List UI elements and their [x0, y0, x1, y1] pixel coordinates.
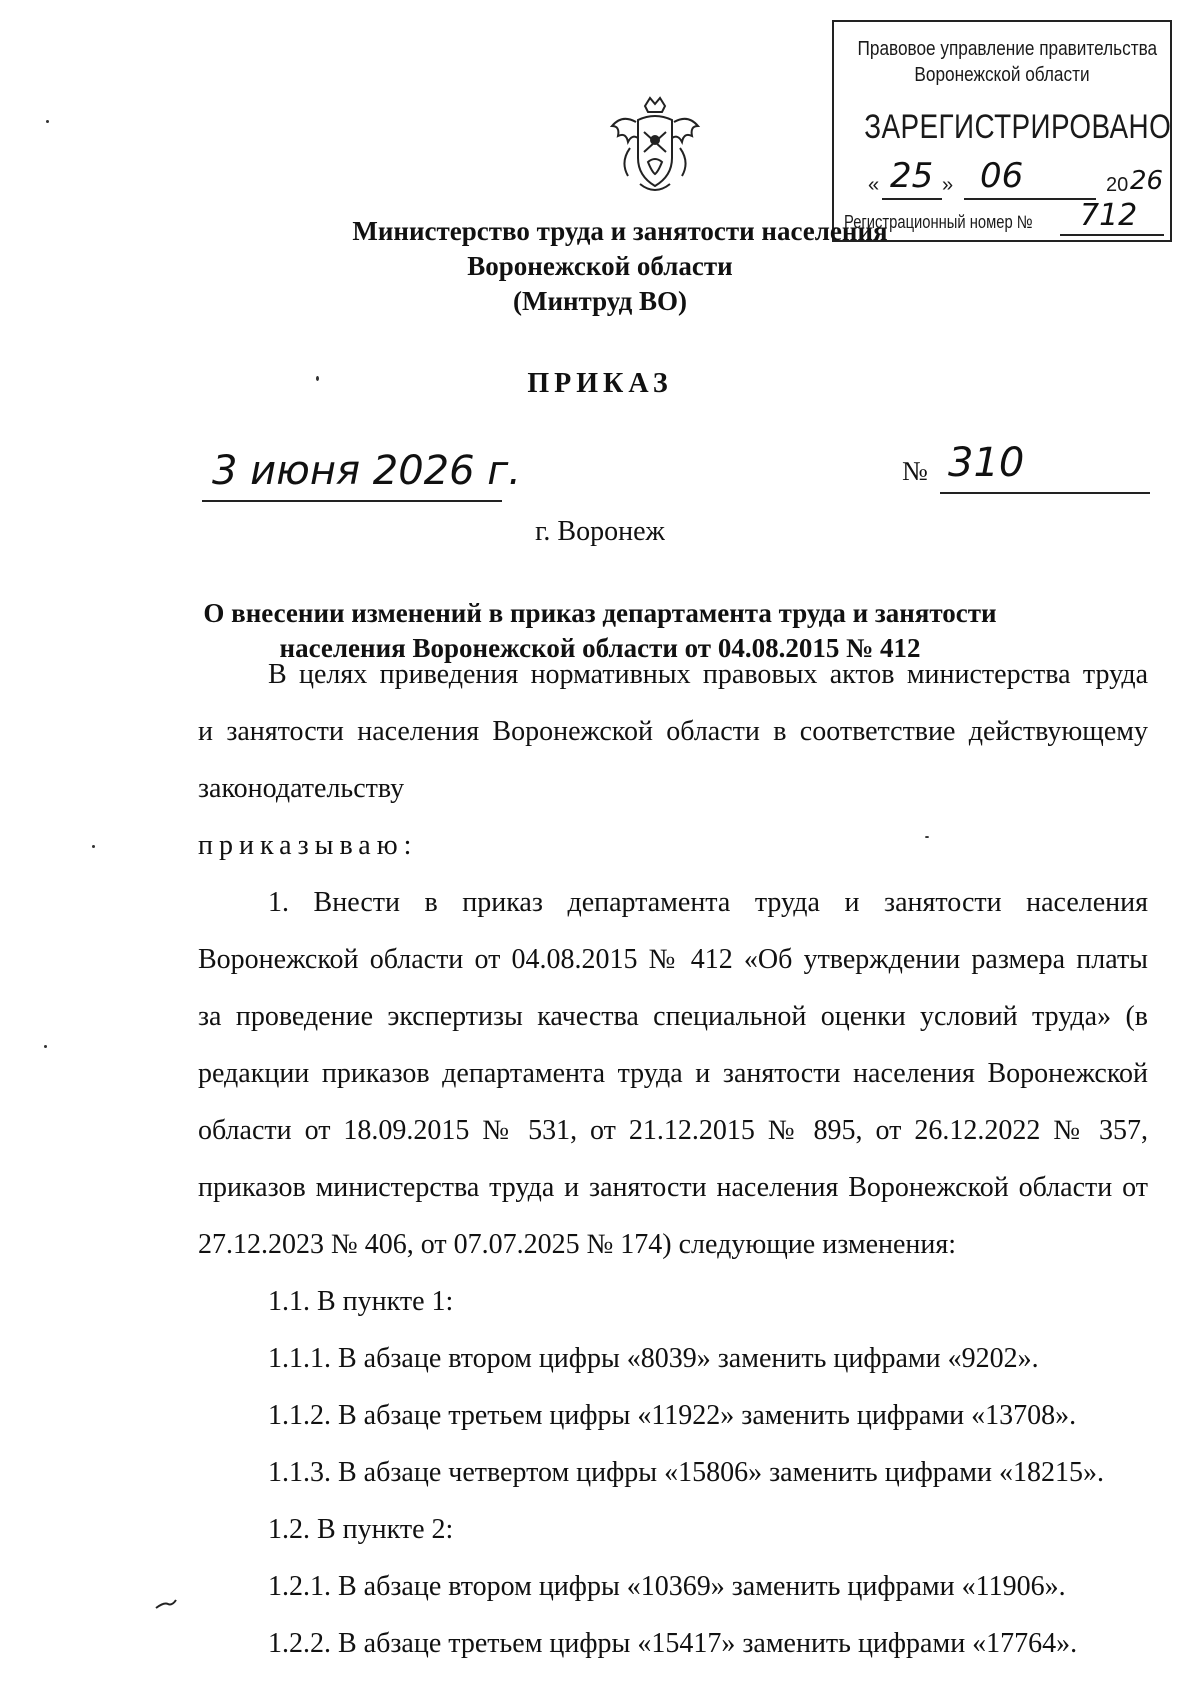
ministry-line1: Министерство труда и занятости населения [352, 216, 888, 246]
order-number-underline [940, 492, 1150, 494]
title-line1: О внесении изменений в приказ департамента труда и занятости [203, 598, 997, 628]
stamp-reg-number: 712 [1080, 198, 1138, 233]
item1-line2: Воронежской области от 04.08.2015 № 412 «Об утверждении размера платы [198, 944, 1148, 975]
stamp-date-row [868, 156, 1164, 202]
item1-line6: приказов министерства труда и занятости населения Воронежской области от [198, 1172, 1148, 1203]
stamp-month: 06 [980, 156, 1024, 196]
stamp-month-underline [964, 198, 1096, 200]
stamp-org-line1: Правовое управление правительства [857, 38, 1158, 60]
scan-speck [46, 120, 49, 123]
stamp-org-line2: Воронежской области [914, 64, 1090, 86]
stamp-year-suffix: 26 [1130, 166, 1164, 196]
stamp-year-prefix: 20 [1106, 174, 1129, 196]
intro-line1: В целях приведения нормативных правовых актов министерства труда [268, 659, 1148, 690]
ministry-short-name: (Минтруд ВО) [512, 286, 688, 316]
item1-line4: редакции приказов департамента труда и занятости населения Воронежской [198, 1058, 1148, 1089]
order-date-handwritten: 3 июня 2026 г. [212, 448, 522, 494]
intro-line2: и занятости населения Воронежской области в соответствие действующему [198, 716, 1148, 747]
stamp-quote-open: « [868, 174, 880, 196]
subitem-1-1-1: 1.1.1. В абзаце втором цифры «8039» заменить цифрами «9202». [268, 1343, 1039, 1374]
stamp-quote-close: » [942, 174, 954, 196]
scan-speck [44, 1045, 47, 1048]
ministry-line2: Воронежской области [467, 251, 733, 281]
document-body [198, 646, 1148, 1672]
order-word: приказываю: [198, 830, 418, 861]
item1-line5: области от 18.09.2015 № 531, от 21.12.2015 № 895, от 26.12.2022 № 357, [198, 1115, 1148, 1146]
stamp-reg-label: Регистрационный номер № [844, 212, 1033, 232]
registration-stamp [832, 20, 1172, 242]
margin-pen-mark [154, 1596, 180, 1612]
order-number-handwritten: 310 [948, 440, 1025, 486]
stamp-day-underline [882, 198, 942, 200]
subitem-1-1: 1.1. В пункте 1: [268, 1286, 454, 1317]
subitem-1-1-3: 1.1.3. В абзаце четвертом цифры «15806» заменить цифрами «18215». [268, 1457, 1104, 1488]
scan-speck [316, 376, 319, 381]
city: г. Воронеж [535, 516, 665, 547]
stamp-status: ЗАРЕГИСТРИРОВАНО [864, 108, 1172, 146]
item1-line1: 1. Внести в приказ департамента труда и занятости населения [268, 887, 1148, 918]
subitem-1-2: 1.2. В пункте 2: [268, 1514, 454, 1545]
subitem-1-2-1: 1.2.1. В абзаце втором цифры «10369» заменить цифрами «11906». [268, 1571, 1066, 1602]
subitem-1-1-2: 1.1.2. В абзаце третьем цифры «11922» заменить цифрами «13708». [268, 1400, 1077, 1431]
scan-speck [92, 845, 95, 848]
title-line2: населения Воронежской области от 04.08.2015 № 412 [279, 633, 921, 663]
order-number-label: № [902, 456, 928, 486]
item1-line3: за проведение экспертизы качества специальной оценки условий труда» (в [198, 1001, 1148, 1032]
scan-speck [925, 836, 929, 838]
subitem-1-2-2: 1.2.2. В абзаце третьем цифры «15417» заменить цифрами «17764». [268, 1628, 1078, 1659]
stamp-day: 25 [890, 156, 934, 196]
order-date-underline [202, 500, 502, 502]
intro-line3: законодательству [198, 773, 405, 804]
coat-of-arms-emblem [600, 92, 710, 202]
item1-line7: 27.12.2023 № 406, от 07.07.2025 № 174) следующие изменения: [198, 1229, 957, 1260]
document-type: ПРИКАЗ [527, 368, 673, 399]
ministry-header [0, 214, 1200, 319]
